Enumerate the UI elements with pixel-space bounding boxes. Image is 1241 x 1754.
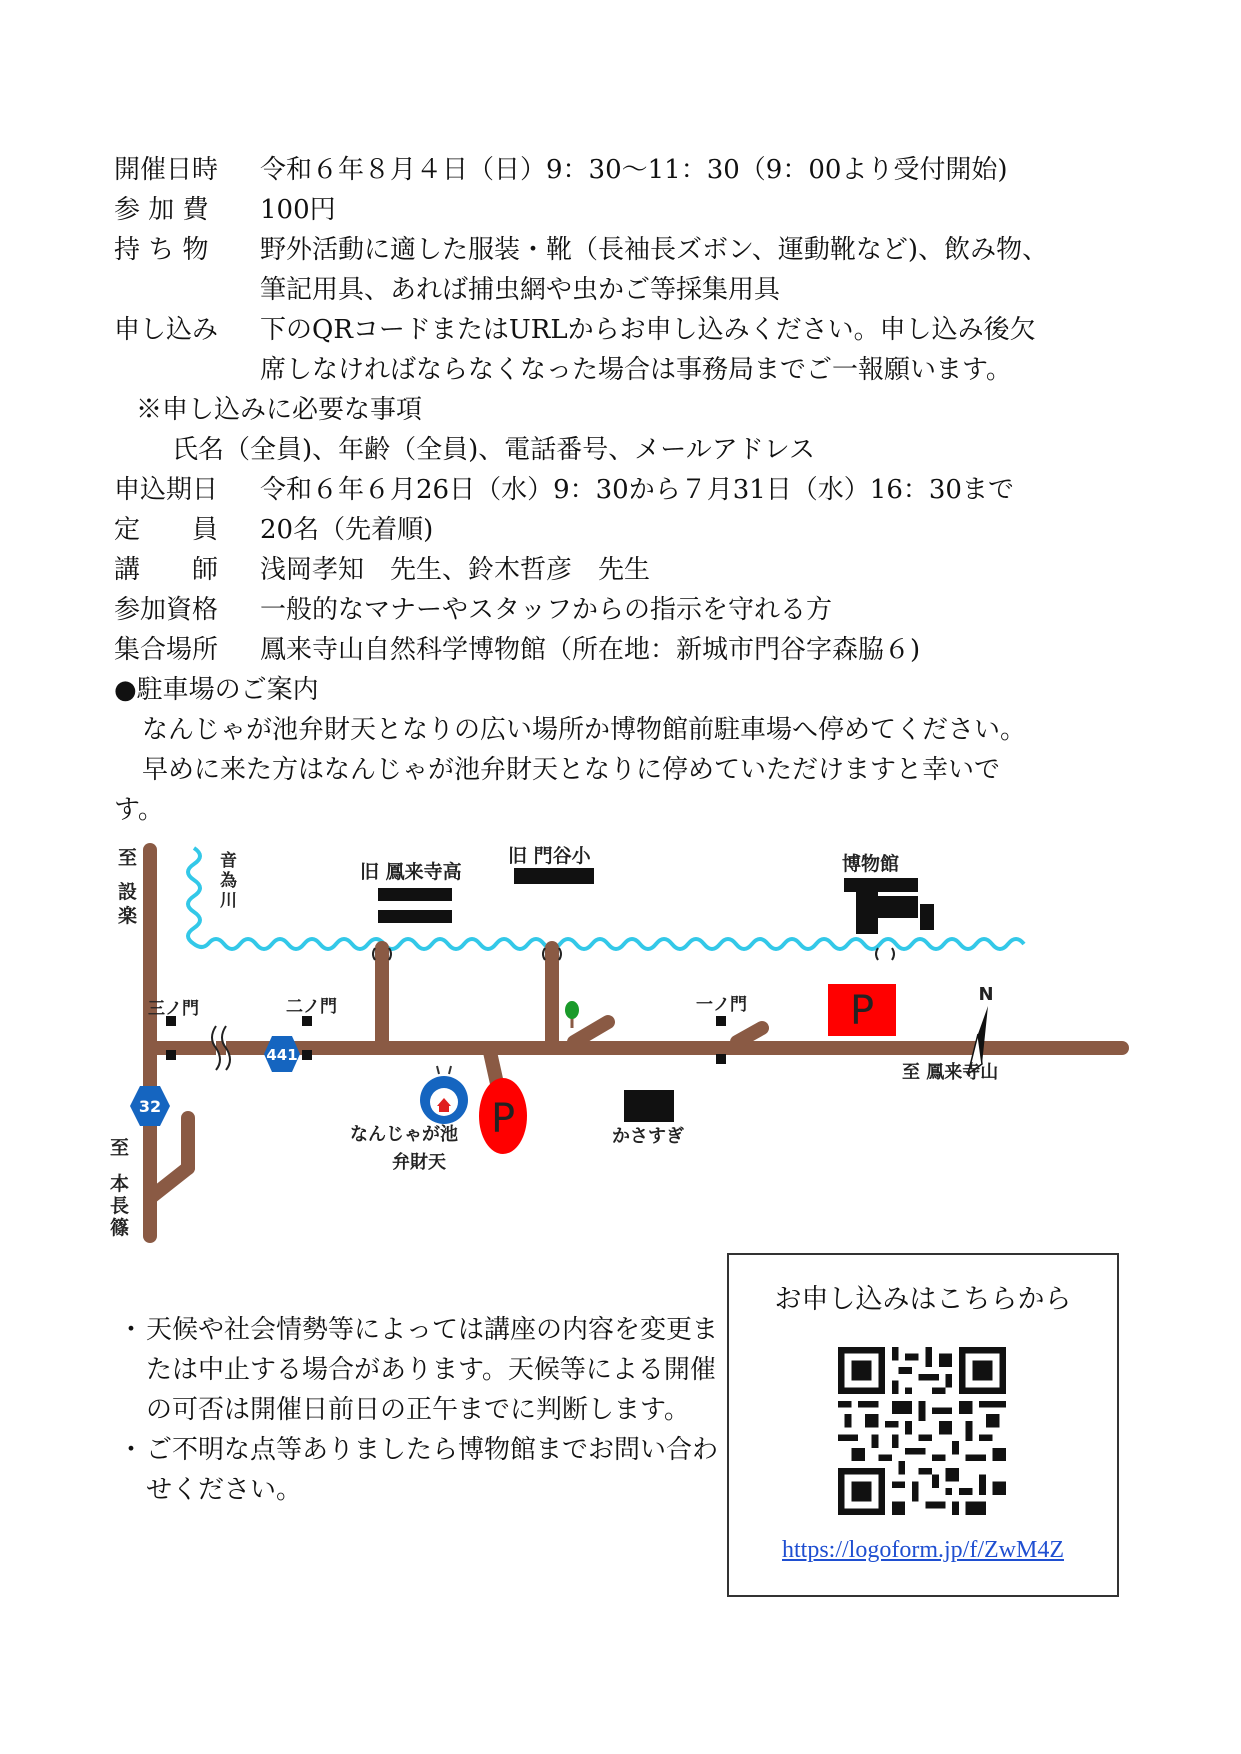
north-label: N	[978, 984, 994, 1005]
note-bullet: ・	[118, 1435, 145, 1465]
items-label: 持 ち 物	[114, 235, 209, 265]
period-label: 申込期日	[114, 475, 219, 505]
note-bullet: ・	[118, 1315, 145, 1345]
capacity-value: 20名（先着順)	[260, 515, 434, 545]
museum-label: 博物館	[842, 853, 900, 875]
required-note: ※申し込みに必要な事項	[136, 395, 423, 425]
date-label: 開催日時	[114, 155, 219, 185]
period-row	[114, 470, 1134, 510]
apply-row	[114, 310, 1134, 350]
kasasugi-building	[624, 1090, 674, 1122]
pond-label: なんじゃが池	[350, 1124, 458, 1145]
gate1-label: 一ノ門	[696, 995, 747, 1015]
parking-text-2: 早めに来た方はなんじゃが池弁財天となりに停めていただけますと幸いで	[142, 755, 1001, 785]
access-map	[112, 838, 1134, 1256]
note-item	[118, 1430, 718, 1510]
to-honnagashino-ch1: 至	[110, 1137, 130, 1159]
note-text: 天候や社会情勢等によっては講座の内容を変更または中止する場合があります。天候等による開催の可否は開催日前日の正午までに判断します。	[146, 1315, 719, 1425]
bridges	[373, 948, 894, 960]
event-details	[114, 150, 1134, 830]
lecturer-value: 浅岡孝知 先生、鈴木哲彦 先生	[260, 555, 651, 585]
qr-title: お申し込みはこちらから	[774, 1284, 1072, 1315]
meeting-value: 鳳来寺山自然科学博物館（所在地：新城市門谷字森脇６)	[260, 635, 921, 665]
parking-museum-label: P	[849, 988, 875, 1034]
capacity-row	[114, 510, 1134, 550]
to-honnagashino-ch2: 本	[110, 1173, 130, 1195]
to-shitara-label	[118, 847, 144, 927]
benzaiten-label: 弁財天	[392, 1152, 446, 1173]
to-horaijisan-label: 至 鳳来寺山	[902, 1062, 999, 1083]
items-row-cont	[114, 270, 1134, 310]
parking-text-1: なんじゃが池弁財天となりの広い場所か博物館前駐車場へ停めてください。	[142, 715, 1027, 745]
note-text: ご不明な点等ありましたら博物館までお問い合わせください。	[146, 1435, 719, 1505]
gate3-label: 三ノ門	[148, 999, 199, 1019]
parking-west-label: P	[490, 1096, 516, 1142]
to-honnagashino-label	[110, 1137, 136, 1239]
apply-row-cont	[114, 350, 1134, 390]
items-row	[114, 230, 1134, 270]
required-items: 氏名（全員)、年齢（全員)、電話番号、メールアドレス	[172, 435, 815, 465]
route-441-label: 441	[266, 1046, 298, 1064]
tree-icon	[565, 1001, 579, 1019]
eligibility-value: 一般的なマナーやスタッフからの指示を守れる方	[260, 595, 833, 625]
river-label: 音 為 川	[220, 851, 237, 911]
apply-value-2: 席しなければならなくなった場合は事務局までご一報願います。	[260, 355, 1012, 385]
old-school-1-building	[378, 888, 452, 901]
old-school-2-building	[514, 868, 594, 884]
lecturer-row	[114, 550, 1134, 590]
apply-value: 下のQRコードまたはURLからお申し込みください。申し込み後欠	[260, 315, 1036, 345]
eligibility-label: 参加資格	[114, 595, 219, 625]
to-shitara-ch3: 楽	[118, 905, 138, 927]
route-32-label: 32	[138, 1097, 162, 1116]
old-school-1-building-2	[378, 910, 452, 923]
qr-code-icon[interactable]	[838, 1347, 1006, 1515]
gate2-label: 二ノ門	[286, 997, 337, 1017]
old-school-2-label: 旧 門谷小	[508, 845, 591, 867]
items-value-2: 筆記用具、あれば捕虫網や虫かご等採集用具	[260, 275, 781, 305]
meeting-row	[114, 630, 1134, 670]
gate-markers	[166, 1016, 726, 1064]
date-row	[114, 150, 1134, 190]
road-spur-2	[737, 1028, 762, 1042]
fee-row	[114, 190, 1134, 230]
road-spur-1	[574, 1022, 608, 1042]
to-honnagashino-ch3: 長	[110, 1195, 130, 1217]
apply-label: 申し込み	[114, 315, 219, 345]
qr-box	[727, 1253, 1119, 1597]
to-shitara-ch1: 至	[118, 847, 138, 869]
fee-value: 100円	[260, 195, 336, 225]
note-item	[118, 1310, 718, 1430]
old-school-1-label: 旧 鳳来寺高	[360, 861, 462, 883]
items-value: 野外活動に適した服装・靴（長袖長ズボン、運動靴など)、飲み物、	[260, 235, 1049, 265]
parking-heading: ●駐車場のご案内	[114, 675, 319, 705]
map-svg	[112, 838, 1134, 1256]
kasasugi-label: かさすぎ	[612, 1126, 684, 1147]
capacity-label: 定 員	[114, 515, 219, 545]
meeting-label: 集合場所	[114, 635, 219, 665]
fee-label: 参 加 費	[114, 195, 209, 225]
qr-url-link[interactable]: https://logoform.jp/f/ZwM4Z	[782, 1537, 1064, 1563]
date-value: 令和６年８月４日（日）9：30～11：30（9：00より受付開始)	[260, 155, 1008, 185]
to-honnagashino-ch4: 篠	[110, 1217, 130, 1239]
notes	[118, 1310, 718, 1510]
to-shitara-ch2: 設	[118, 881, 138, 903]
museum-building	[844, 878, 934, 934]
eligibility-row	[114, 590, 1134, 630]
parking-text-3: す。	[114, 795, 164, 825]
period-value: 令和６年６月26日（水）9：30から７月31日（水）16：30まで	[260, 475, 1014, 505]
lecturer-label: 講 師	[114, 555, 219, 585]
